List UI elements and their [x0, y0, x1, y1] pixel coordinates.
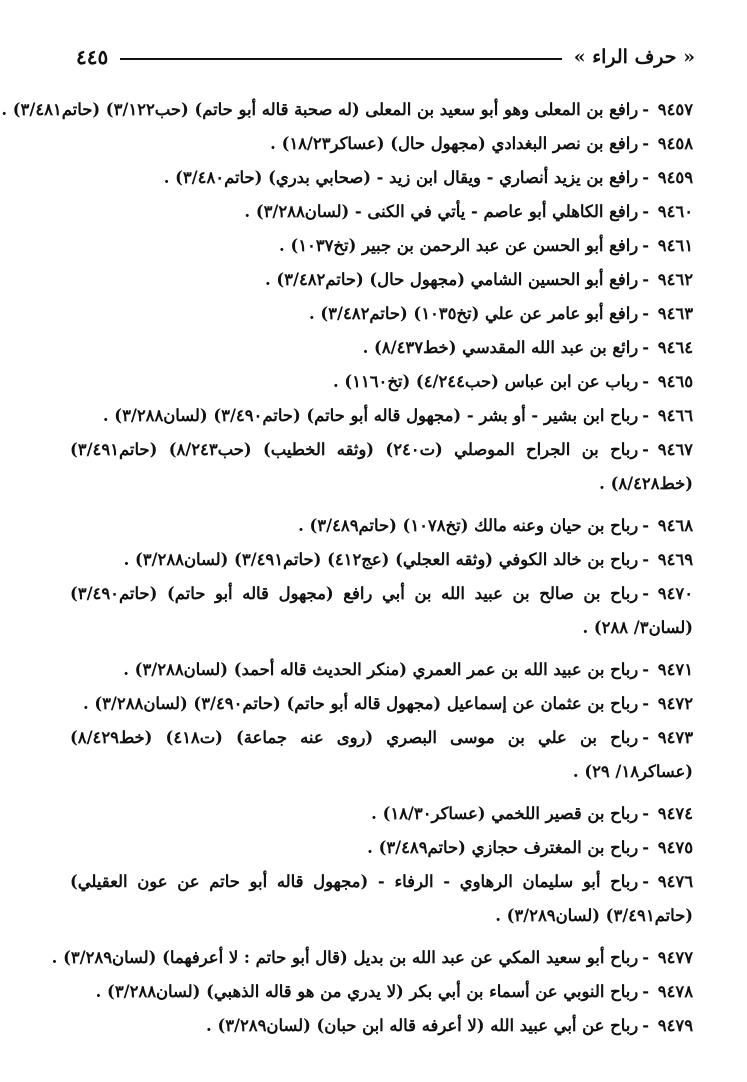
entry-dash: -	[642, 516, 649, 535]
page-number: ٤٤٥	[76, 45, 109, 69]
entry-9	[70, 399, 693, 433]
entry-text: رباح بن حيان وعنه مالك (تخ١٠٧٨) (حاتم٣/٤٨٩) .	[298, 516, 639, 535]
entry-dash: -	[642, 236, 649, 255]
entry-12	[70, 543, 693, 577]
entry-dash: -	[642, 1016, 649, 1035]
entry-20	[51, 941, 693, 975]
entry-text: رافع بن نصر البغدادي (مجهول حال) (عساكر١٨/٢٣) .	[270, 134, 639, 153]
entry-number: ٩٤٦٤	[657, 338, 693, 357]
entry-16	[70, 721, 693, 789]
entry-text: رافع بن المعلى وهو أبو سعيد بن المعلى (له صحبة قاله أبو حاتم) (حب٣/١٢٢) (حاتم٣/٤٨١) .	[1, 100, 639, 119]
entry-text: رافع بن يزيد أنصاري - ويقال ابن زيد - (صحابي بدري) (حاتم٣/٤٨٠) .	[163, 168, 639, 187]
entry-3	[70, 195, 693, 229]
entry-8	[70, 365, 693, 399]
entry-dash: -	[642, 304, 649, 323]
entry-number: ٩٤٧٠	[657, 584, 693, 603]
entry-18	[70, 831, 693, 865]
entry-number: ٩٤٧٢	[657, 694, 693, 713]
entry-number: ٩٤٧٣	[657, 728, 693, 747]
entry-number: ٩٤٧٨	[657, 982, 693, 1001]
entry-dash: -	[642, 338, 649, 357]
entry-text: رافع أبو الحسن عن عبد الرحمن بن جبير (تخ١٠٣٧) .	[279, 236, 639, 255]
entry-number: ٩٤٥٨	[657, 134, 693, 153]
entry-text: رباح بن علي بن موسى البصري (روى عنه جماعة) (ت٤١٨) (خط٨/٤٢٩) (عساكر١٨/ ٢٩) .	[70, 728, 693, 781]
entry-dash: -	[642, 838, 649, 857]
entry-number: ٩٤٦٣	[657, 304, 693, 323]
entry-text: رافع الكاهلي أبو عاصم - يأتي في الكنى - (لسان٣/٢٨٨) .	[244, 202, 639, 221]
entry-number: ٩٤٧٧	[657, 948, 693, 967]
entry-text: رباح بن خالد الكوفي (وثقه العجلي) (عج٤١٢) (حاتم٣/٤٩١) (لسان٣/٢٨٨) .	[123, 550, 639, 569]
entry-text: رافع أبو الحسين الشامي (مجهول حال) (حاتم٣/٤٨٢) .	[264, 270, 639, 289]
entry-number: ٩٤٦٠	[657, 202, 693, 221]
entry-2	[70, 161, 693, 195]
entry-text: رباح ابن بشير - أو بشر - (مجهول قاله أبو حاتم) (حاتم٣/٤٩٠) (لسان٣/٢٨٨) .	[102, 406, 639, 425]
entry-text: رباح أبو سليمان الرهاوي - الرفاء - (مجهول قاله أبو حاتم عن عون العقيلي) (حاتم٣/٤٩١) (لسان٣/٢٨٩) .	[70, 872, 693, 925]
entry-dash: -	[642, 694, 649, 713]
running-title: « حرف الراء »	[573, 46, 695, 68]
entry-5	[70, 263, 693, 297]
entry-dash: -	[642, 202, 649, 221]
entry-number: ٩٤٧١	[657, 660, 693, 679]
entry-number: ٩٤٥٩	[657, 168, 693, 187]
entry-text: رباب عن ابن عباس (حب٤/٢٤٤) (تخ١١٦٠) .	[332, 372, 639, 391]
entry-number: ٩٤٧٥	[657, 838, 693, 857]
entry-list	[1, 93, 693, 1043]
entry-text: رباح بن عثمان عن إسماعيل (مجهول قاله أبو حاتم) (حاتم٣/٤٩٠) (لسان٣/٢٨٨) .	[82, 694, 639, 713]
entry-number: ٩٤٦٧	[657, 440, 693, 459]
entry-text: رباح بن قصير اللخمي (عساكر١٨/٣٠) .	[371, 804, 639, 823]
entry-text: رباح بن صالح بن عبيد الله بن أبي رافع (مجهول قاله أبو حاتم) (حاتم٣/٤٩٠) (لسان٣/ ٢٨٨) .	[70, 584, 693, 637]
entry-text: رباح بن عبيد الله بن عمر العمري (منكر الحديث قاله أحمد) (لسان٣/٢٨٨) .	[123, 660, 639, 679]
entry-21	[70, 975, 693, 1009]
entry-15	[70, 687, 693, 721]
entry-6	[70, 297, 693, 331]
entry-11	[70, 509, 693, 543]
entry-text: رائع بن عبد الله المقدسي (خط٨/٤٣٧) .	[362, 338, 639, 357]
page-header	[76, 40, 695, 74]
entry-14	[70, 653, 693, 687]
entry-number: ٩٤٧٤	[657, 804, 693, 823]
entry-dash: -	[642, 804, 649, 823]
entry-dash: -	[642, 372, 649, 391]
entry-13	[70, 577, 693, 645]
entry-text: رباح بن الجراح الموصلي (ت٢٤٠) (وثقه الخطيب) (حب٨/٢٤٣) (حاتم٣/٤٩١) (خط٨/٤٢٨) .	[70, 440, 693, 493]
entry-dash: -	[642, 728, 649, 747]
entry-text: رباح عن أبي عبيد الله (لا أعرفه قاله ابن حبان) (لسان٣/٢٨٩) .	[206, 1016, 639, 1035]
entry-dash: -	[642, 872, 649, 891]
entry-dash: -	[642, 134, 649, 153]
entry-number: ٩٤٦٦	[657, 406, 693, 425]
entry-number: ٩٤٦١	[657, 236, 693, 255]
entry-22	[70, 1009, 693, 1043]
entry-7	[70, 331, 693, 365]
entry-number: ٩٤٦٢	[657, 270, 693, 289]
entry-dash: -	[642, 168, 649, 187]
entry-0	[1, 93, 693, 127]
entry-dash: -	[642, 440, 649, 459]
entry-dash: -	[642, 660, 649, 679]
entry-text: رافع أبو عامر عن علي (تخ١٠٣٥) (حاتم٣/٤٨٢) .	[309, 304, 639, 323]
entry-4	[70, 229, 693, 263]
entry-number: ٩٤٦٥	[657, 372, 693, 391]
entry-number: ٩٤٦٨	[657, 516, 693, 535]
entry-number: ٩٤٧٦	[657, 872, 693, 891]
entry-number: ٩٤٧٩	[657, 1016, 693, 1035]
entry-dash: -	[642, 584, 649, 603]
entry-text: رباح النوبي عن أسماء بن أبي بكر (لا يدري من هو قاله الذهبي) (لسان٣/٢٨٨) .	[95, 982, 639, 1001]
entry-number: ٩٤٥٧	[657, 100, 693, 119]
entry-dash: -	[642, 982, 649, 1001]
entry-number: ٩٤٦٩	[657, 550, 693, 569]
entry-1	[70, 127, 693, 161]
entry-19	[70, 865, 693, 933]
entry-dash: -	[642, 406, 649, 425]
entry-10	[70, 433, 693, 501]
entry-17	[70, 797, 693, 831]
entry-dash: -	[642, 550, 649, 569]
entry-text: رباح بن المغترف حجازي (حاتم٣/٤٨٩) .	[367, 838, 639, 857]
entry-dash: -	[642, 100, 649, 119]
entry-dash: -	[642, 270, 649, 289]
entry-dash: -	[642, 948, 649, 967]
entry-text: رباح أبو سعيد المكي عن عبد الله بن بديل (قال أبو حاتم : لا أعرفهما) (لسان٣/٢٨٩) .	[51, 948, 639, 967]
header-rule	[120, 58, 561, 60]
